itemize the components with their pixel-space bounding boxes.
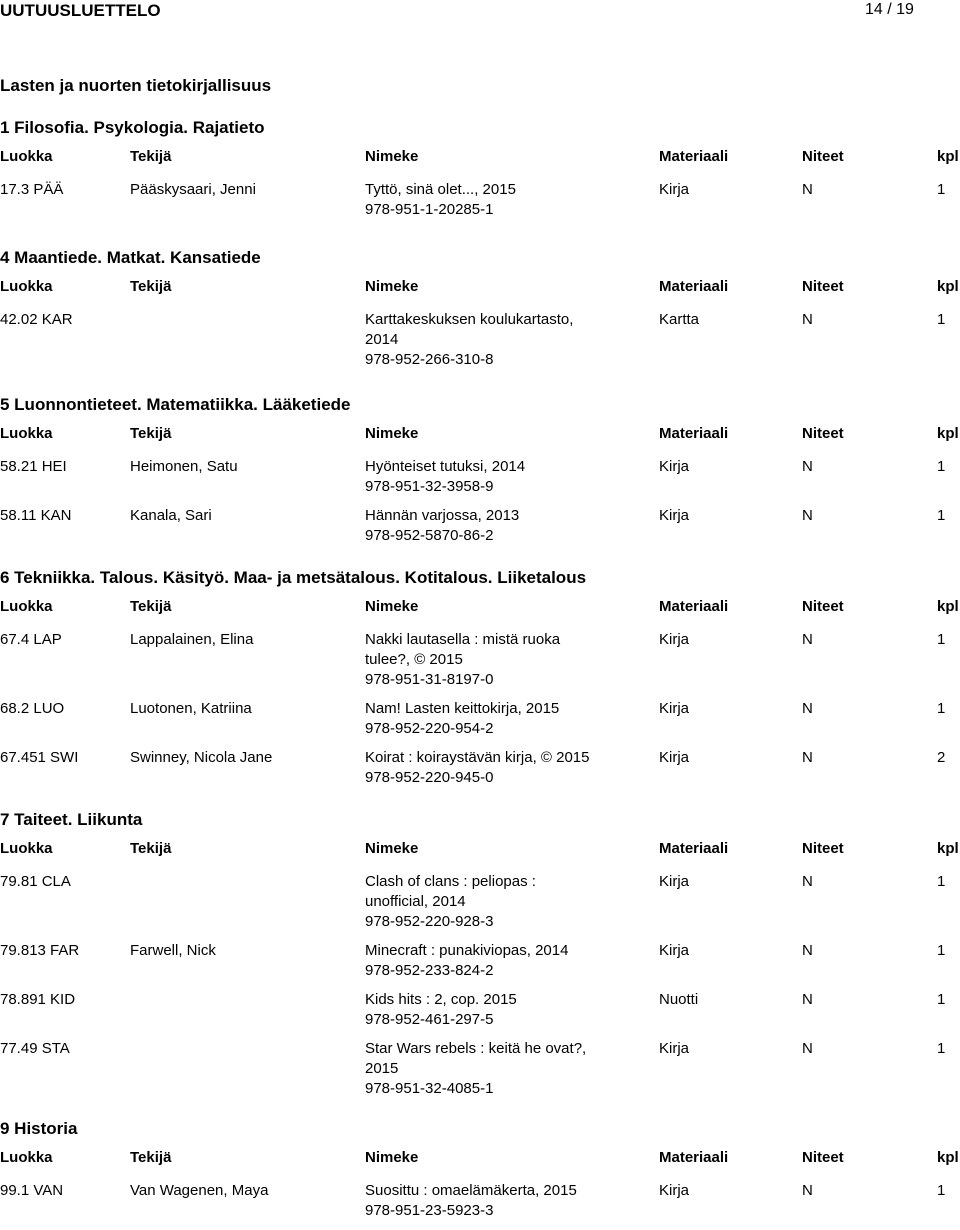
cell-kpl: 1 [937,1182,946,1199]
cell-isbn: 978-952-266-310-8 [365,351,494,368]
cell-nimeke: Suosittu : omaelämäkerta, 2015 [365,1182,577,1199]
col-nimeke: Nimeke [365,840,419,857]
table-row [0,748,960,788]
col-luokka: Luokka [0,840,53,857]
table-row [0,506,960,546]
col-materiaali: Materiaali [659,148,729,165]
cell-kpl: 2 [937,749,946,766]
cell-materiaali: Kirja [659,1040,690,1057]
col-nimeke: Nimeke [365,598,419,615]
cell-luokka: 67.451 SWI [0,749,79,766]
cell-niteet: N [802,700,813,717]
cell-tekija: Swinney, Nicola Jane [130,749,273,766]
section-heading: 6 Tekniikka. Talous. Käsityö. Maa- ja metsätalous. Kotitalous. Liiketalous [0,568,587,587]
col-tekija: Tekijä [130,425,172,442]
table-row [0,1039,960,1099]
cell-luokka: 78.891 KID [0,991,76,1008]
cell-niteet: N [802,1182,813,1199]
cell-luokka: 58.21 HEI [0,458,67,475]
cell-isbn: 978-952-233-824-2 [365,962,494,979]
cell-kpl: 1 [937,942,946,959]
cell-niteet: N [802,991,813,1008]
cell-kpl: 1 [937,181,946,198]
col-kpl: kpl [937,598,959,615]
page-title: UUTUUSLUETTELO [0,1,161,20]
cell-luokka: 79.813 FAR [0,942,80,959]
col-niteet: Niteet [802,598,844,615]
cell-isbn: 978-952-5870-86-2 [365,527,494,544]
cell-nimeke: Hännän varjossa, 2013 [365,507,520,524]
section-heading: 5 Luonnontieteet. Matematiikka. Lääketiede [0,395,351,414]
cell-kpl: 1 [937,873,946,890]
section [0,812,960,1108]
section-heading: 1 Filosofia. Psykologia. Rajatieto [0,118,265,137]
table-row [0,872,960,932]
cell-nimeke: Kids hits : 2, cop. 2015 [365,991,517,1008]
cell-nimeke: Hyönteiset tutuksi, 2014 [365,458,526,475]
section-heading: 4 Maantiede. Matkat. Kansatiede [0,248,261,267]
cell-tekija: Kanala, Sari [130,507,212,524]
cell-materiaali: Kartta [659,311,700,328]
cell-niteet: N [802,749,813,766]
col-nimeke: Nimeke [365,148,419,165]
cell-isbn: 978-951-31-8197-0 [365,671,494,688]
col-niteet: Niteet [802,840,844,857]
col-niteet: Niteet [802,278,844,295]
col-materiaali: Materiaali [659,840,729,857]
cell-niteet: N [802,458,813,475]
cell-nimeke: Nam! Lasten keittokirja, 2015 [365,700,560,717]
cell-niteet: N [802,181,813,198]
cell-isbn: 978-952-461-297-5 [365,1011,494,1028]
col-tekija: Tekijä [130,278,172,295]
col-nimeke: Nimeke [365,1149,419,1166]
section [0,397,960,555]
table-row [0,699,960,739]
cell-kpl: 1 [937,507,946,524]
section-heading: 9 Historia [0,1119,78,1138]
cell-luokka: 42.02 KAR [0,311,73,328]
col-kpl: kpl [937,1149,959,1166]
table-row [0,1181,960,1221]
cell-nimeke: Nakki lautasella : mistä ruoka tulee?, © 2015 [365,631,561,668]
main-heading: Lasten ja nuorten tietokirjallisuus [0,76,272,95]
cell-niteet: N [802,1040,813,1057]
cell-tekija: Heimonen, Satu [130,458,238,475]
col-niteet: Niteet [802,425,844,442]
cell-niteet: N [802,942,813,959]
col-tekija: Tekijä [130,840,172,857]
col-materiaali: Materiaali [659,1149,729,1166]
table-row [0,630,960,690]
cell-niteet: N [802,873,813,890]
page-number: 14 / 19 [865,1,914,18]
col-luokka: Luokka [0,1149,53,1166]
table-row [0,941,960,981]
cell-isbn: 978-951-32-3958-9 [365,478,494,495]
cell-kpl: 1 [937,458,946,475]
table-header [0,148,960,168]
col-luokka: Luokka [0,278,53,295]
col-kpl: kpl [937,425,959,442]
table-row [0,457,960,497]
col-niteet: Niteet [802,1149,844,1166]
cell-nimeke: Minecraft : punakiviopas, 2014 [365,942,569,959]
col-luokka: Luokka [0,148,53,165]
cell-materiaali: Kirja [659,631,690,648]
cell-kpl: 1 [937,631,946,648]
col-kpl: kpl [937,840,959,857]
cell-isbn: 978-952-220-945-0 [365,769,494,786]
col-kpl: kpl [937,278,959,295]
cell-isbn: 978-951-23-5923-3 [365,1202,494,1219]
col-nimeke: Nimeke [365,425,419,442]
col-luokka: Luokka [0,598,53,615]
col-niteet: Niteet [802,148,844,165]
cell-kpl: 1 [937,991,946,1008]
table-header [0,1149,960,1169]
cell-tekija: Lappalainen, Elina [130,631,254,648]
cell-luokka: 58.11 KAN [0,507,72,524]
col-tekija: Tekijä [130,598,172,615]
cell-materiaali: Kirja [659,181,690,198]
section [0,120,960,229]
cell-kpl: 1 [937,311,946,328]
cell-niteet: N [802,311,813,328]
cell-tekija: Van Wagenen, Maya [130,1182,269,1199]
col-nimeke: Nimeke [365,278,419,295]
cell-nimeke: Koirat : koiraystävän kirja, © 2015 [365,749,590,766]
cell-nimeke: Star Wars rebels : keitä he ovat?, 2015 [365,1040,587,1077]
cell-nimeke: Clash of clans : peliopas : unofficial, 2014 [365,873,536,910]
section-heading: 7 Taiteet. Liikunta [0,810,143,829]
cell-materiaali: Nuotti [659,991,699,1008]
table-header [0,598,960,618]
cell-isbn: 978-952-220-954-2 [365,720,494,737]
cell-tekija: Luotonen, Katriina [130,700,252,717]
cell-niteet: N [802,507,813,524]
cell-luokka: 67.4 LAP [0,631,62,648]
cell-luokka: 77.49 STA [0,1040,70,1057]
section [0,1121,960,1230]
col-materiaali: Materiaali [659,278,729,295]
cell-luokka: 79.81 CLA [0,873,71,890]
cell-materiaali: Kirja [659,942,690,959]
table-row [0,310,960,370]
col-luokka: Luokka [0,425,53,442]
cell-kpl: 1 [937,1040,946,1057]
cell-tekija: Farwell, Nick [130,942,216,959]
section [0,570,960,797]
table-header [0,840,960,860]
cell-luokka: 17.3 PÄÄ [0,181,64,198]
cell-luokka: 68.2 LUO [0,700,65,717]
cell-nimeke: Tyttö, sinä olet..., 2015 [365,181,516,198]
table-row [0,180,960,220]
col-materiaali: Materiaali [659,598,729,615]
col-tekija: Tekijä [130,148,172,165]
cell-niteet: N [802,631,813,648]
cell-materiaali: Kirja [659,873,690,890]
cell-nimeke: Karttakeskuksen koulukartasto, 2014 [365,311,574,348]
section [0,250,960,379]
cell-kpl: 1 [937,700,946,717]
cell-isbn: 978-952-220-928-3 [365,913,494,930]
cell-materiaali: Kirja [659,507,690,524]
cell-tekija: Pääskysaari, Jenni [130,181,256,198]
col-materiaali: Materiaali [659,425,729,442]
cell-materiaali: Kirja [659,749,690,766]
table-header [0,425,960,445]
cell-isbn: 978-951-32-4085-1 [365,1080,494,1097]
col-tekija: Tekijä [130,1149,172,1166]
cell-isbn: 978-951-1-20285-1 [365,201,494,218]
table-header [0,278,960,298]
table-row [0,990,960,1030]
col-kpl: kpl [937,148,959,165]
cell-materiaali: Kirja [659,1182,690,1199]
cell-materiaali: Kirja [659,700,690,717]
cell-luokka: 99.1 VAN [0,1182,64,1199]
cell-materiaali: Kirja [659,458,690,475]
